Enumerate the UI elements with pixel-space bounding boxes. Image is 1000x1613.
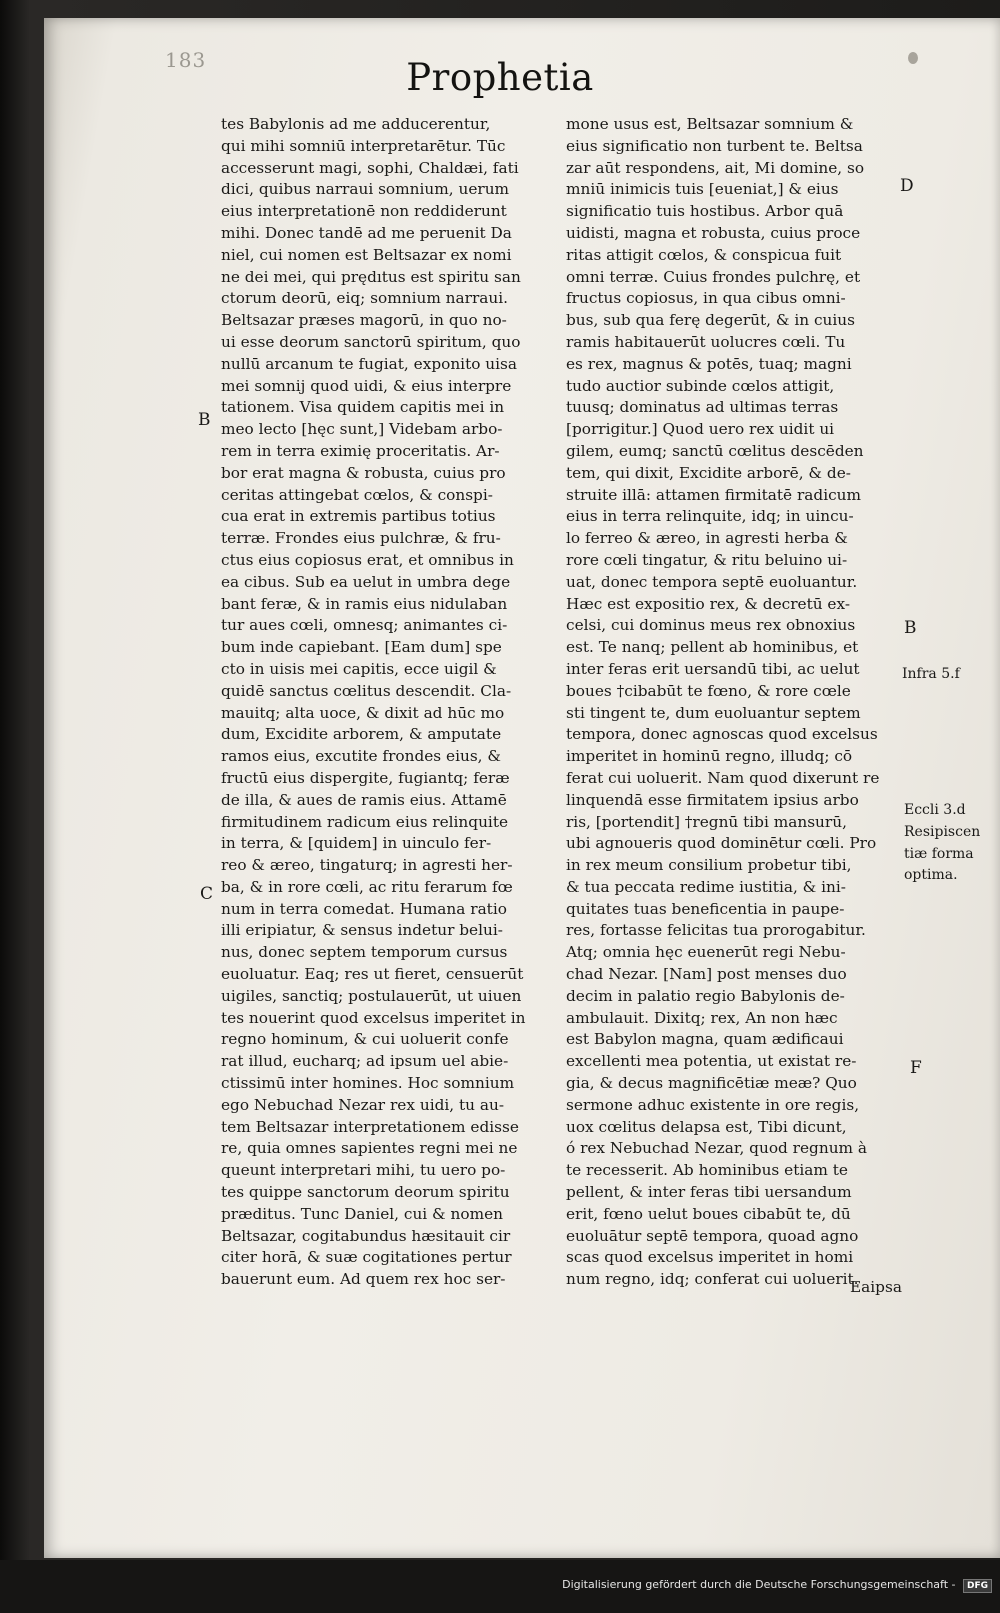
text-line: ambulauit. Dixitq; rex, An non hæc bbox=[566, 1008, 838, 1027]
text-line: quidē sanctus cœlitus descendit. Cla- bbox=[221, 681, 512, 700]
text-line: mei somnij quod uidi, & eius interpre bbox=[221, 376, 512, 395]
text-line: decim in palatio regio Babylonis de- bbox=[566, 986, 845, 1005]
text-line: nullū arcanum te fugiat, exponito uisa bbox=[221, 354, 518, 373]
text-line: quitates tuas beneficentia in paupe- bbox=[566, 899, 845, 918]
text-line: mniū inimicis tuis [eueniat,] & eius bbox=[566, 180, 839, 199]
text-line: es rex, magnus & potēs, tuaq; magni bbox=[566, 354, 852, 373]
text-line: fructus copiosus, in qua cibus omni- bbox=[566, 289, 846, 308]
text-line: in rex meum consilium probetur tibi, bbox=[566, 856, 852, 875]
text-line: inter feras erit uersandū tibi, ac uelut bbox=[566, 659, 860, 678]
text-line: ritas attigit cœlos, & conspicua fuit bbox=[566, 245, 842, 264]
text-line: dici, quibus narraui somnium, uerum bbox=[221, 180, 510, 199]
text-line: cua erat in extremis partibus totius bbox=[221, 507, 496, 526]
text-line: bant feræ, & in ramis eius nidulaban bbox=[221, 594, 508, 613]
text-line: num regno, idq; conferat cui uoluerit. bbox=[566, 1270, 859, 1289]
margin-letter-b-right: B bbox=[904, 618, 917, 638]
margin-note-line: Eccli 3.d bbox=[904, 802, 966, 818]
text-line: bum inde capiebant. [Eam dum] spe bbox=[221, 638, 502, 657]
text-line: ó rex Nebuchad Nezar, quod regnum à bbox=[566, 1139, 868, 1158]
left-text-column bbox=[221, 114, 551, 1291]
text-line: mone usus est, Beltsazar somnium & bbox=[566, 115, 854, 133]
text-line: tur aues cœli, omnesq; animantes ci- bbox=[221, 616, 508, 635]
text-line: gia, & decus magnificētiæ meæ? Quo bbox=[566, 1074, 857, 1093]
catchword: Eaipsa bbox=[850, 1278, 902, 1296]
text-line: ferat cui uoluerit. Nam quod dixerunt re bbox=[566, 768, 880, 787]
margin-note-infra: Infra 5.f bbox=[902, 666, 960, 682]
text-line: niel, cui nomen est Beltsazar ex nomi bbox=[221, 245, 512, 264]
text-line: erit, fœno uelut boues cibabūt te, dū bbox=[566, 1204, 851, 1223]
text-line: omni terræ. Cuius frondes pulchrę, et bbox=[566, 267, 861, 286]
text-line: cto in uisis mei capitis, ecce uigil & bbox=[221, 659, 497, 678]
text-line: zar aūt respondens, ait, Mi domine, so bbox=[566, 158, 865, 177]
text-line: tuusq; dominatus ad ultimas terras bbox=[566, 398, 839, 417]
text-line: mauitq; alta uoce, & dixit ad hūc mo bbox=[221, 703, 505, 722]
text-line: meo lecto [hęc sunt,] Videbam arbo- bbox=[221, 420, 503, 439]
margin-letter-f-right: F bbox=[910, 1058, 922, 1078]
dfg-logo: DFG bbox=[963, 1579, 992, 1593]
text-line: ui esse deorum sanctorū spiritum, quo bbox=[221, 332, 521, 351]
text-line: ctorum deorū, eiq; somnium narraui. bbox=[221, 289, 509, 308]
text-line: illi eripiatur, & sensus indetur belui- bbox=[221, 921, 503, 940]
text-line: scas quod excelsus imperitet in homi bbox=[566, 1248, 854, 1267]
text-line: Beltsazar, cogitabundus hæsitauit cir bbox=[221, 1226, 511, 1245]
text-line: rat illud, eucharq; ad ipsum uel abie- bbox=[221, 1052, 509, 1071]
text-line: Beltsazar præses magorū, in quo no- bbox=[221, 311, 507, 330]
text-line: struite illā: attamen firmitatē radicum bbox=[566, 485, 862, 504]
text-line: rem in terra eximię proceritatis. Ar- bbox=[221, 441, 500, 460]
text-line: imperitet in hominū regno, illudq; cō bbox=[566, 747, 853, 766]
text-line: rore cœli tingatur, & ritu beluino ui- bbox=[566, 550, 848, 569]
margin-note-line: optima. bbox=[904, 867, 958, 884]
text-line: est Babylon magna, quam ædificaui bbox=[566, 1030, 844, 1049]
text-line: celsi, cui dominus meus rex obnoxius bbox=[566, 616, 856, 635]
text-line: num in terra comedat. Humana ratio bbox=[221, 899, 507, 918]
text-line: uat, donec tempora septē euoluantur. bbox=[566, 572, 858, 591]
text-line: qui mihi somniū interpretarētur. Tūc bbox=[221, 136, 506, 155]
margin-letter-b-left: B bbox=[198, 410, 211, 430]
text-line: pellent, & inter feras tibi uersandum bbox=[566, 1183, 852, 1202]
text-line: boues †cibabūt te fœno, & rore cœle bbox=[566, 681, 851, 700]
text-line: bauerunt eum. Ad quem rex hoc ser- bbox=[221, 1270, 506, 1289]
text-line: ubi agnoueris quod dominētur cœli. Pro bbox=[566, 834, 877, 853]
text-line: mihi. Donec tandē ad me peruenit Da bbox=[221, 223, 512, 242]
text-line: eius in terra relinquite, idq; in uincu- bbox=[566, 507, 854, 526]
text-line: fructū eius dispergite, fugiantq; feræ bbox=[221, 768, 510, 787]
text-line: [porrigitur.] Quod uero rex uidit ui bbox=[566, 420, 835, 439]
text-line: tes nouerint quod excelsus imperitet in bbox=[221, 1008, 526, 1027]
text-line: significatio tuis hostibus. Arbor quā bbox=[566, 202, 844, 221]
text-line: euoluātur septē tempora, quoad agno bbox=[566, 1226, 859, 1245]
text-line: præditus. Tunc Daniel, cui & nomen bbox=[221, 1204, 503, 1223]
text-line: ctus eius copiosus erat, et omnibus in bbox=[221, 550, 514, 569]
text-line: ramos eius, excutite frondes eius, & bbox=[221, 747, 502, 766]
text-line: tes Babylonis ad me adducerentur, bbox=[221, 115, 491, 133]
text-line: bor erat magna & robusta, cuius pro bbox=[221, 463, 506, 482]
text-line: regno hominum, & cui uoluerit confe bbox=[221, 1030, 509, 1049]
margin-letter-c-left: C bbox=[200, 884, 214, 904]
text-line: eius interpretationē non reddiderunt bbox=[221, 202, 507, 221]
running-title: Prophetia bbox=[406, 56, 594, 99]
text-line: uox cœlitus delapsa est, Tibi dicunt, bbox=[566, 1117, 847, 1136]
text-line: sermone adhuc existente in ore regis, bbox=[566, 1095, 860, 1114]
text-line: ris, [portendit] †regnū tibi mansurū, bbox=[566, 812, 847, 831]
text-line: citer horā, & suæ cogitationes pertur bbox=[221, 1248, 512, 1267]
text-line: ego Nebuchad Nezar rex uidi, tu au- bbox=[221, 1095, 504, 1114]
text-line: lo ferreo & æreo, in agresti herba & bbox=[566, 529, 848, 548]
text-line: gilem, eumq; sanctū cœlitus descēden bbox=[566, 441, 864, 460]
footer-text: Digitalisierung gefördert durch die Deutsche Forschungsgemeinschaft - bbox=[562, 1578, 956, 1591]
text-line: est. Te nanq; pellent ab hominibus, et bbox=[566, 638, 859, 657]
text-line: de illa, & aues de ramis eius. Attamē bbox=[221, 790, 507, 809]
text-line: eius significatio non turbent te. Beltsa bbox=[566, 136, 863, 155]
text-line: tudo auctior subinde cœlos attigit, bbox=[566, 376, 835, 395]
text-line: linquendā esse firmitatem ipsius arbo bbox=[566, 790, 859, 809]
text-line: uidisti, magna et robusta, cuius proce bbox=[566, 223, 861, 242]
text-line: nus, donec septem temporum cursus bbox=[221, 943, 508, 962]
margin-letter-d-right: D bbox=[900, 176, 914, 196]
text-line: excellenti mea potentia, ut existat re- bbox=[566, 1052, 857, 1071]
text-line: re, quia omnes sapientes regni mei ne bbox=[221, 1139, 518, 1158]
text-line: accesserunt magi, sophi, Chaldæi, fati bbox=[221, 158, 519, 177]
text-line: ramis habitauerūt uolucres cœli. Tu bbox=[566, 332, 846, 351]
right-text-column bbox=[566, 114, 911, 1291]
text-line: uigiles, sanctiq; postulauerūt, ut uiuen bbox=[221, 986, 522, 1005]
text-line: euoluatur. Eaq; res ut fieret, censuerūt bbox=[221, 965, 524, 984]
text-line: ctissimū inter homines. Hoc somnium bbox=[221, 1074, 515, 1093]
text-line: & tua peccata redime iustitia, & ini- bbox=[566, 877, 846, 896]
corner-page-mark: 183 bbox=[165, 48, 207, 72]
text-line: tempora, donec agnoscas quod excelsus bbox=[566, 725, 878, 744]
text-line: ceritas attingebat cœlos, & conspi- bbox=[221, 485, 493, 504]
text-line: terræ. Frondes eius pulchræ, & fru- bbox=[221, 529, 501, 548]
text-line: in terra, & [quidem] in uinculo fer- bbox=[221, 834, 492, 853]
margin-note-eccli bbox=[904, 800, 980, 887]
text-line: Hæc est expositio rex, & decretū ex- bbox=[566, 594, 851, 613]
text-line: te recesserit. Ab hominibus etiam te bbox=[566, 1161, 848, 1180]
text-line: tem, qui dixit, Excidite arborē, & de- bbox=[566, 463, 851, 482]
text-line: dum, Excidite arborem, & amputate bbox=[221, 725, 502, 744]
text-line: tationem. Visa quidem capitis mei in bbox=[221, 398, 505, 417]
margin-note-line: Resipiscen bbox=[904, 823, 981, 840]
text-line: reo & æreo, tingaturq; in agresti her- bbox=[221, 856, 513, 875]
text-line: ba, & in rore cœli, ac ritu ferarum fœ bbox=[221, 877, 513, 896]
text-line: bus, sub qua ferę degerūt, & in cuius bbox=[566, 311, 855, 330]
digitization-footer bbox=[0, 1578, 992, 1593]
text-line: chad Nezar. [Nam] post menses duo bbox=[566, 965, 847, 984]
text-line: res, fortasse felicitas tua prorogabitur. bbox=[566, 921, 866, 940]
text-line: firmitudinem radicum eius relinquite bbox=[221, 812, 509, 831]
text-line: ne dei mei, qui prędıtus est spiritu san bbox=[221, 267, 521, 286]
text-line: tes quippe sanctorum deorum spiritu bbox=[221, 1183, 510, 1202]
text-line: queunt interpretari mihi, tu uero po- bbox=[221, 1161, 506, 1180]
text-line: ea cibus. Sub ea uelut in umbra dege bbox=[221, 572, 511, 591]
text-line: Atq; omnia hęc euenerūt regi Nebu- bbox=[566, 943, 846, 962]
text-line: tem Beltsazar interpretationem edisse bbox=[221, 1117, 519, 1136]
margin-note-line: tiæ forma bbox=[904, 845, 974, 862]
text-line: sti tingent te, dum euoluantur septem bbox=[566, 703, 861, 722]
